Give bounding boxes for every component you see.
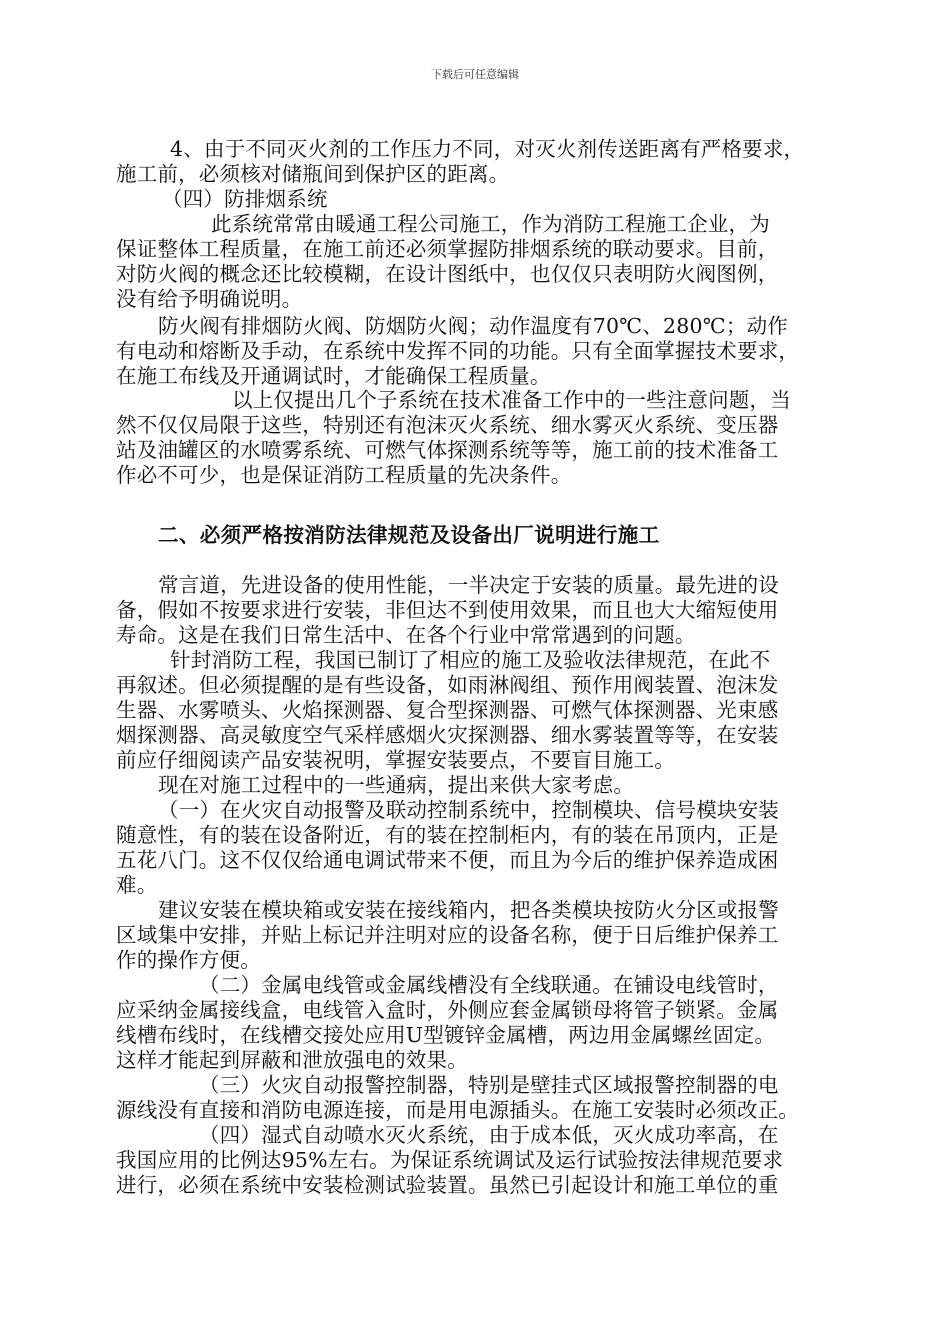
text-line: 生器、水雾喷头、火焰探测器、复合型探测器、可燃气体探测器、光束感	[116, 698, 779, 722]
text-line: 在施工布线及开通调试时，才能确保工程质量。	[116, 364, 551, 388]
text-line: 建议安装在模块箱或安装在接线箱内，把各类模块按防火分区或报警	[158, 898, 779, 922]
text-line: 对防火阀的概念还比较模糊，在设计图纸中，也仅仅只表明防火阀图例，	[116, 262, 779, 286]
text-line: 作的操作方便。	[116, 948, 261, 972]
text-line: （四）湿式自动喷水灭火系统，由于成本低，灭火成功率高，在	[199, 1123, 779, 1147]
text-line: 施工前，必须核对储瓶间到保护区的距离。	[116, 162, 510, 186]
text-line: 再叙述。但必须提醒的是有些设备，如雨淋阀组、预作用阀装置、泡沫发	[116, 673, 779, 697]
text-line: 源线没有直接和消防电源连接，而是用电源插头。在施工安装时必须改正。	[116, 1098, 800, 1122]
text-line: 难。	[116, 873, 158, 897]
text-line: 4、由于不同灭火剂的工作压力不同，对灭火剂传送距离有严格要求，	[170, 137, 805, 161]
text-line: 针封消防工程，我国已制订了相应的施工及验收法律规范，在此不	[170, 648, 771, 672]
text-line: 以上仅提出几个子系统在技术准备工作中的一些注意问题，当	[232, 388, 791, 412]
text-line: 烟探测器、高灵敏度空气采样感烟火灾探测器、细水雾装置等等，在安装	[116, 723, 779, 747]
text-line: 作必不可少，也是保证消防工程质量的先决条件。	[116, 463, 572, 487]
text-line: 我国应用的比例达95%左右。为保证系统调试及运行试验按法律规范要求	[116, 1148, 784, 1172]
text-line: 此系统常常由暖通工程公司施工，作为消防工程施工企业，为	[211, 212, 770, 236]
text-line: 线槽布线时，在线槽交接处应用U型镀锌金属槽，两边用金属螺丝固定。	[116, 1023, 776, 1047]
text-line: （一）在火灾自动报警及联动控制系统中，控制模块、信号模块安装	[158, 798, 779, 822]
section-heading: 二、必须严格按消防法律规范及设备出厂说明进行施工	[158, 523, 660, 547]
text-line: 防火阀有排烟防火阀、防烟防火阀；动作温度有70℃、280℃；动作	[158, 314, 788, 338]
text-line: 寿命。这是在我们日常生活中、在各个行业中常常遇到的问题。	[116, 623, 696, 647]
text-line: 进行，必须在系统中安装检测试验装置。虽然已引起设计和施工单位的重	[116, 1173, 779, 1197]
text-line: （二）金属电线管或金属线槽没有全线联通。在铺设电线管时，	[199, 973, 779, 997]
text-line: 随意性，有的装在设备附近，有的装在控制柜内，有的装在吊顶内，正是	[116, 823, 779, 847]
text-line: 常言道，先进设备的使用性能，一半决定于安装的质量。最先进的设	[158, 573, 779, 597]
text-line: 站及油罐区的水喷雾系统、可燃气体探测系统等等，施工前的技术准备工	[116, 438, 779, 462]
text-line: （三）火灾自动报警控制器，特别是壁挂式区域报警控制器的电	[199, 1073, 779, 1097]
text-line: 五花八门。这不仅仅给通电调试带来不便，而且为今后的维护保养造成困	[116, 848, 779, 872]
text-line: 前应仔细阅读产品安装祝明，掌握安装要点，不要盲目施工。	[116, 748, 675, 772]
text-line: 备，假如不按要求进行安装，非但达不到使用效果，而且也大大缩短使用	[116, 598, 779, 622]
text-line: 有电动和熔断及手动，在系统中发挥不同的功能。只有全面掌握技术要求，	[116, 339, 800, 363]
download-note: 下载后可任意编辑	[431, 68, 519, 81]
text-line: 保证整体工程质量，在施工前还必须掌握防排烟系统的联动要求。目前，	[116, 237, 779, 261]
text-line: 这样才能起到屏蔽和泄放强电的效果。	[116, 1048, 468, 1072]
text-line: 区域集中安排，并贴上标记并注明对应的设备名称，便于日后维护保养工	[116, 923, 779, 947]
text-line: 然不仅仅局限于这些，特别还有泡沫灭火系统、细水雾灭火系统、变压器	[116, 413, 779, 437]
text-line: 没有给予明确说明。	[116, 287, 303, 311]
text-line: （四）防排烟系统	[162, 187, 328, 211]
text-line: 应采纳金属接线盒，电线管入盒时，外侧应套金属锁母将管子锁紧。金属	[116, 998, 779, 1022]
text-line: 现在对施工过程中的一些通病，提出来供大家考虑。	[158, 773, 635, 797]
